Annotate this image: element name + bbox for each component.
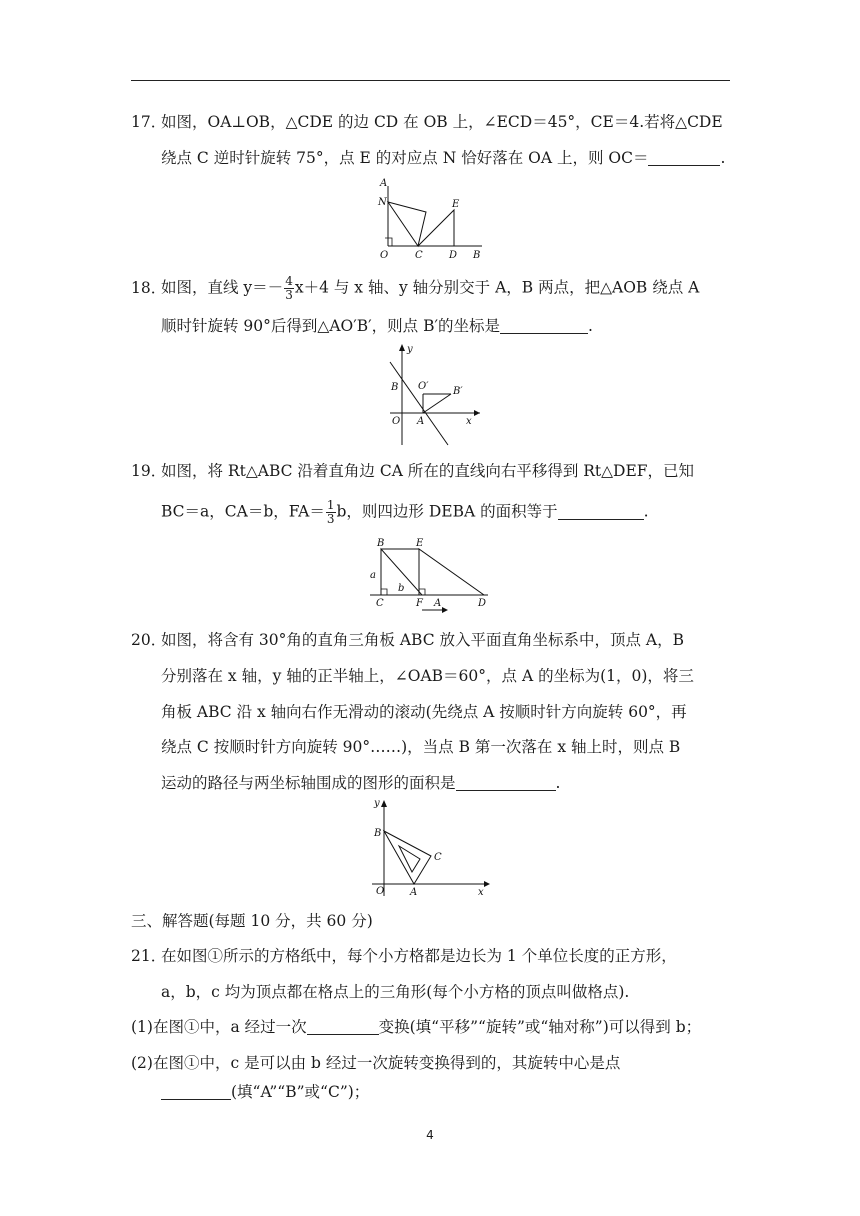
q20-line2: 分别落在 x 轴，y 轴的正半轴上，∠OAB＝60°，点 A 的坐标为(1，0)，将三 bbox=[161, 667, 694, 685]
q19-line1: 19．如图，将 Rt△ABC 沿着直角边 CA 所在的直线向右平移得到 Rt△DEF，已知 bbox=[131, 462, 695, 480]
fig18-label-O1: O′ bbox=[418, 381, 429, 392]
q18-number: 18． bbox=[131, 278, 167, 297]
q19-figure bbox=[366, 536, 492, 616]
fig19-label-D: D bbox=[478, 598, 487, 609]
q20-line3: 角板 ABC 沿 x 轴向右作无滑动的滚动(先绕点 A 按顺时针方向旋转 60°，再 bbox=[161, 703, 687, 721]
q18-line2: 顺时针旋转 90°后得到△AO′B′，则点 B′的坐标是 . bbox=[161, 317, 593, 335]
fig17-label-O: O bbox=[380, 250, 389, 261]
fig20-label-B: B bbox=[374, 828, 382, 839]
fig17-label-E: E bbox=[452, 199, 460, 210]
fig19-label-A: A bbox=[434, 598, 442, 609]
q21-part2-cont: (填“A”“B”或“C”)； bbox=[161, 1082, 369, 1102]
fig19-label-b: b bbox=[398, 583, 405, 594]
q19-fraction: $\frac{1}{3}$ bbox=[326, 498, 335, 526]
fig20-label-A: A bbox=[410, 887, 418, 898]
q21-line1: 21．在如图①所示的方格纸中，每个小方格都是边长为 1 个单位长度的正方形， bbox=[131, 947, 677, 965]
fig19-label-E: E bbox=[416, 538, 424, 549]
q21-part2-blank bbox=[161, 1083, 231, 1100]
section-3-heading: 三、解答题(每题 10 分，共 60 分) bbox=[131, 912, 373, 930]
q21-number: 21． bbox=[131, 947, 167, 965]
q18-line1: 18．如图，直线 y＝－ $\frac{4}{3}$ x＋4 与 x 轴、y 轴分别交于 A，B 两点，把△AOB 绕点 A bbox=[131, 274, 700, 302]
fig18-label-O: O bbox=[392, 416, 401, 427]
q17-figure bbox=[372, 172, 492, 262]
fig18-label-B: B bbox=[391, 382, 399, 393]
q18-figure bbox=[380, 340, 490, 450]
q20-figure bbox=[364, 796, 494, 900]
q20-answer-blank bbox=[456, 774, 556, 791]
fig19-label-C: C bbox=[376, 598, 384, 609]
q19-line2: BC＝a，CA＝b，FA＝ $\frac{1}{3}$ b，则四边形 DEBA 的面积等于 . bbox=[161, 498, 649, 526]
fig20-label-O: O bbox=[376, 886, 385, 897]
fig19-label-B: B bbox=[377, 538, 385, 549]
q18-answer-blank bbox=[500, 317, 588, 334]
q18-fraction: $\frac{4}{3}$ bbox=[285, 274, 293, 302]
q21-part1: (1)在图①中，a 经过一次 变换(填“平移”“旋转”或“轴对称”)可以得到 b； bbox=[131, 1018, 702, 1036]
fig20-label-x: x bbox=[478, 887, 484, 898]
q20-number: 20． bbox=[131, 631, 167, 649]
fig18-label-A: A bbox=[417, 416, 425, 427]
q21-line2: a，b，c 均为顶点都在格点上的三角形(每个小方格的顶点叫做格点). bbox=[161, 983, 630, 1001]
fig19-label-F: F bbox=[416, 598, 423, 609]
fig18-label-y: y bbox=[407, 344, 413, 355]
fig17-label-N: N bbox=[378, 197, 387, 208]
fig17-label-D: D bbox=[449, 250, 458, 261]
q17-answer-blank bbox=[648, 149, 720, 166]
q17-number: 17． bbox=[131, 113, 167, 131]
fig20-label-y: y bbox=[374, 798, 380, 809]
q19-number: 19． bbox=[131, 462, 167, 480]
page-number: 4 bbox=[426, 1128, 434, 1142]
q21-part1-blank bbox=[307, 1018, 379, 1035]
q21-part2: (2)在图①中，c 是可以由 b 经过一次旋转变换得到的，其旋转中心是点 bbox=[131, 1054, 621, 1072]
fig20-label-C: C bbox=[434, 852, 442, 863]
q20-line5: 运动的路径与两坐标轴围成的图形的面积是 . bbox=[161, 774, 561, 792]
header-rule bbox=[131, 80, 730, 81]
fig17-label-B: B bbox=[473, 250, 481, 261]
q20-line1: 20．如图，将含有 30°角的直角三角板 ABC 放入平面直角坐标系中，顶点 A，B bbox=[131, 631, 684, 649]
fig18-label-B1: B′ bbox=[453, 386, 463, 397]
q20-line4: 绕点 C 按顺时针方向旋转 90°……)，当点 B 第一次落在 x 轴上时，则点 B bbox=[161, 738, 681, 756]
fig17-label-A: A bbox=[380, 178, 388, 189]
q17-line1: 17．如图，OA⊥OB，△CDE 的边 CD 在 OB 上，∠ECD＝45°，CE＝4.若将△CDE bbox=[131, 113, 723, 131]
fig17-label-C: C bbox=[415, 250, 423, 261]
q19-answer-blank bbox=[558, 503, 644, 520]
fig18-label-x: x bbox=[466, 416, 472, 427]
q17-line2: 绕点 C 逆时针旋转 75°，点 E 的对应点 N 恰好落在 OA 上，则 OC＝ . bbox=[161, 149, 726, 167]
fig19-label-a: a bbox=[370, 570, 376, 581]
